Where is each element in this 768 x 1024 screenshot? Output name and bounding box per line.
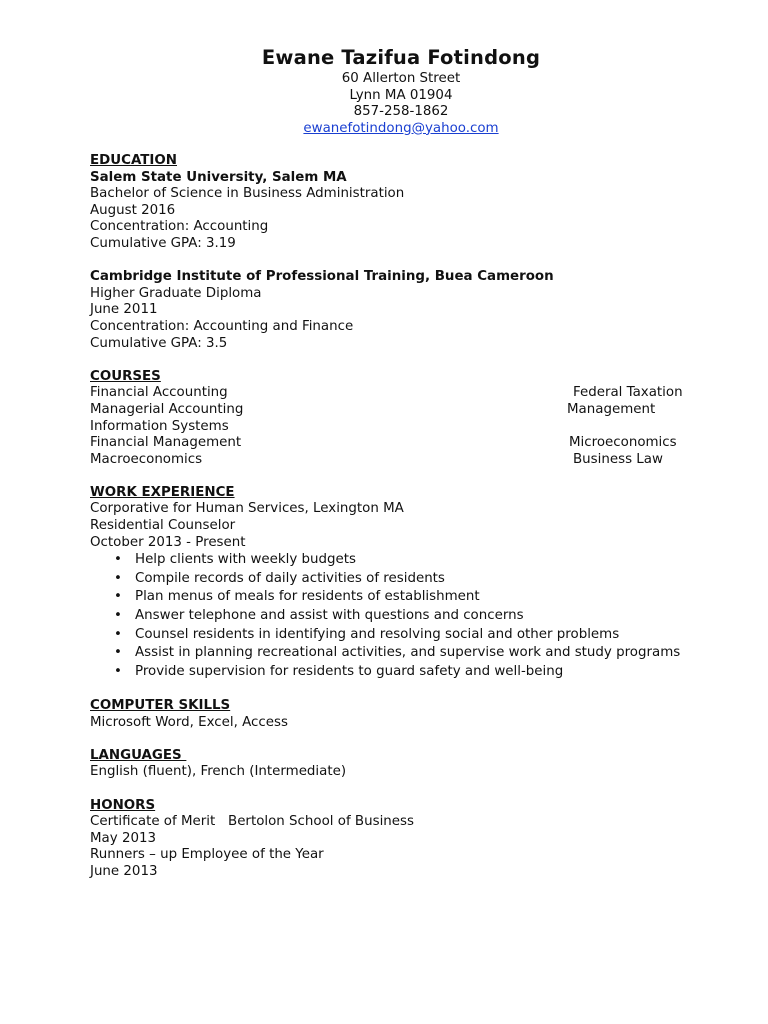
bullet-icon: • <box>114 589 122 605</box>
bullet-icon: • <box>114 570 122 586</box>
course-left: Financial Management <box>90 435 242 451</box>
list-item: • Provide supervision for residents to guard safety and well-being <box>90 663 730 682</box>
street-address: 60 Allerton Street <box>341 71 461 86</box>
bullet-icon: • <box>114 645 122 661</box>
concentration: Concentration: Accounting <box>90 219 269 235</box>
city-state-zip: Lynn MA 01904 <box>349 87 453 103</box>
list-item: • Compile records of daily activities of residents <box>90 570 730 589</box>
honor-award: Runners – up Employee of the Year <box>90 847 324 863</box>
honors-heading: HONORS <box>90 797 156 813</box>
resume-body <box>90 153 730 881</box>
gpa: Cumulative GPA: 3.5 <box>90 335 228 351</box>
bullet-icon: • <box>114 626 122 642</box>
course-row <box>90 419 730 436</box>
resume-header <box>0 45 768 137</box>
list-item: • Answer telephone and assist with questions and concerns <box>90 607 730 626</box>
duties-list <box>90 551 730 681</box>
course-row <box>90 402 730 419</box>
degree: Bachelor of Science in Business Administration <box>90 186 405 202</box>
course-right: Federal Taxation <box>573 385 683 401</box>
bullet-icon: • <box>114 663 122 679</box>
list-item: • Plan menus of meals for residents of establishment <box>90 588 730 607</box>
list-item: • Help clients with weekly budgets <box>90 551 730 570</box>
course-row <box>90 452 730 469</box>
education-heading: EDUCATION <box>90 153 177 168</box>
courses-heading: COURSES <box>90 368 161 384</box>
school-name: Cambridge Institute of Professional Training, Buea Cameroon <box>90 269 554 285</box>
gpa: Cumulative GPA: 3.19 <box>90 235 236 251</box>
email-link[interactable]: ewanefotindong@yahoo.com <box>303 120 499 136</box>
work-experience-heading: WORK EXPERIENCE <box>90 484 235 500</box>
honor-date: June 2013 <box>90 863 158 879</box>
bullet-icon: • <box>114 552 122 568</box>
phone-number: 857-258-1862 <box>353 104 449 120</box>
concentration: Concentration: Accounting and Finance <box>90 318 354 334</box>
job-title: Residential Counselor <box>90 518 236 534</box>
employment-dates: October 2013 - Present <box>90 534 246 550</box>
list-item: • Assist in planning recreational activities, and supervise work and study programs <box>90 644 730 663</box>
candidate-name: Ewane Tazifua Fotindong <box>261 46 541 69</box>
course-left: Information Systems <box>90 418 229 434</box>
course-row <box>90 385 730 402</box>
languages-heading: LANGUAGES <box>90 747 187 763</box>
course-left: Financial Accounting <box>90 385 228 401</box>
honor-date: May 2013 <box>90 830 157 846</box>
education-date: June 2011 <box>90 302 158 318</box>
course-right: Management <box>567 401 656 417</box>
course-row <box>90 435 730 452</box>
course-left: Macroeconomics <box>90 451 203 467</box>
languages-text: English (fluent), French (Intermediate) <box>90 764 347 780</box>
education-date: August 2016 <box>90 202 176 218</box>
bullet-icon: • <box>114 608 122 624</box>
course-right: Business Law <box>573 451 663 467</box>
computer-skills-text: Microsoft Word, Excel, Access <box>90 714 288 730</box>
course-left: Managerial Accounting <box>90 401 244 417</box>
honor-award: Certificate of Merit Bertolon School of Business <box>90 814 414 830</box>
course-right: Microeconomics <box>569 435 677 451</box>
degree: Higher Graduate Diploma <box>90 285 262 301</box>
list-item: • Counsel residents in identifying and resolving social and other problems <box>90 626 730 645</box>
computer-skills-heading: COMPUTER SKILLS <box>90 698 231 713</box>
school-name: Salem State University, Salem MA <box>90 169 347 185</box>
employer: Corporative for Human Services, Lexington MA <box>90 501 404 517</box>
